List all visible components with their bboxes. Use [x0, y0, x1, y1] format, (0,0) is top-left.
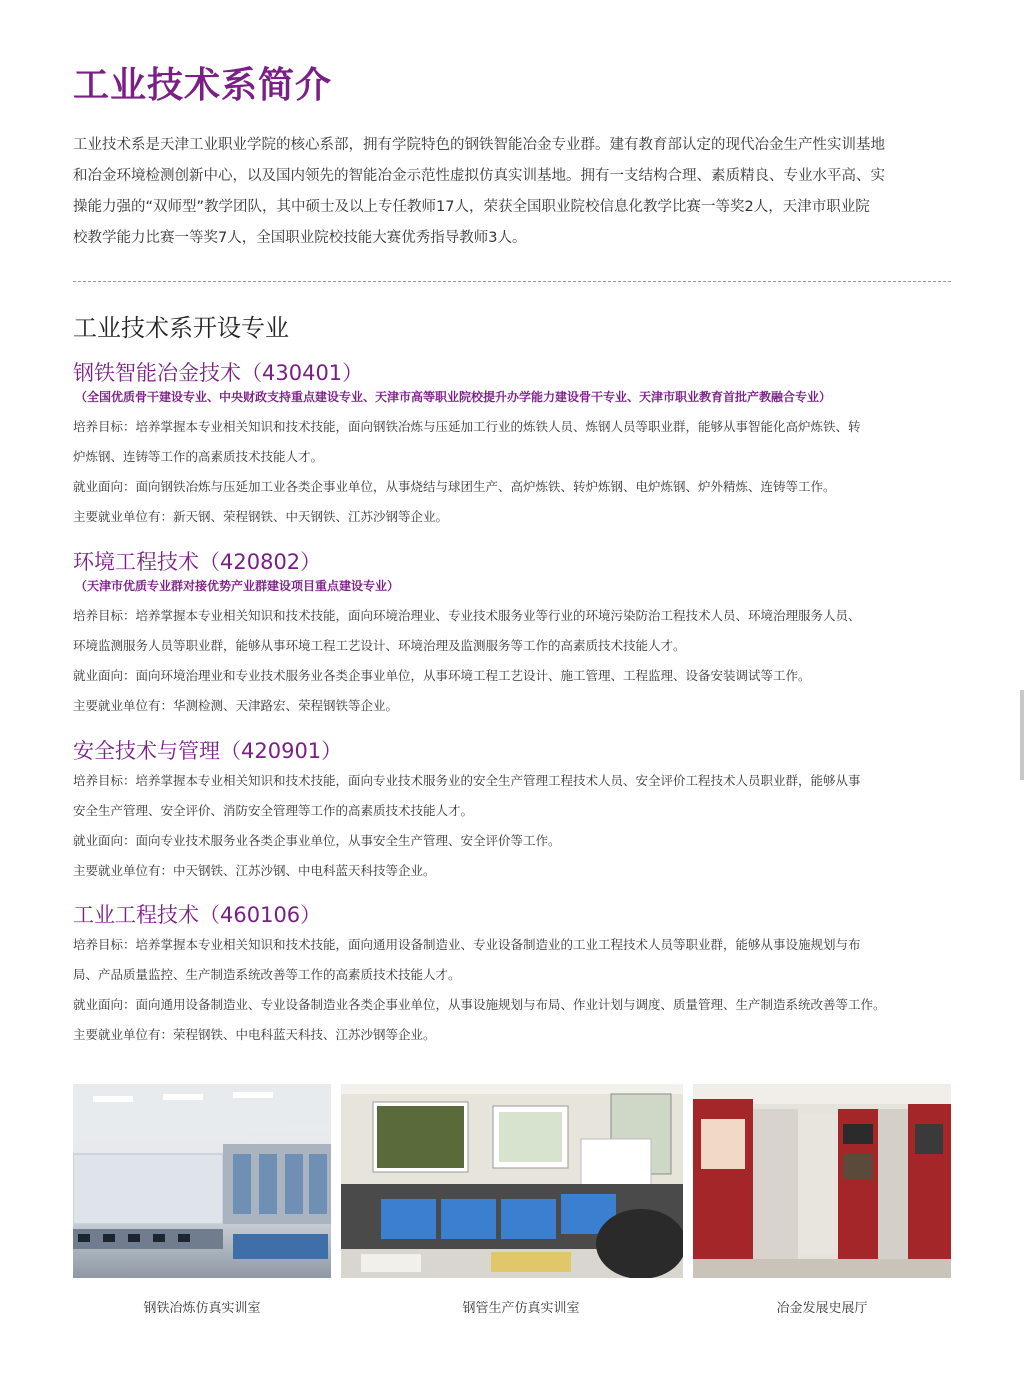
- photo-pipe-production-lab: [341, 1084, 683, 1278]
- major-employers: 主要就业单位有：华测检测、天津路宏、荣程钢铁等企业。: [73, 698, 399, 713]
- major-employment: 就业面向：面向通用设备制造业、专业设备制造业各类企事业单位，从事设施规划与布局、作业计划与调度、质量管理、生产制造系统改善等工作。: [73, 997, 886, 1012]
- major-goal: 培养目标：培养掌握本专业相关知识和技术技能，面向钢铁冶炼与压延加工行业的炼铁人员、炼钢人员等职业群，能够从事智能化高炉炼铁、转: [73, 419, 861, 434]
- photo-caption: 钢管生产仿真实训室: [462, 1301, 580, 1316]
- intro-line: 操能力强的“双师型”教学团队，其中硕士及以上专任教师17人，荣获全国职业院校信息化教学比赛一等奖2人，天津市职业院: [73, 199, 870, 215]
- major-goal: 培养目标：培养掌握本专业相关知识和技术技能，面向专业技术服务业的安全生产管理工程技术人员、安全评价工程技术人员职业群，能够从事: [73, 773, 861, 788]
- photo-metallurgy-history-hall: [693, 1084, 951, 1278]
- dashed-divider: [73, 281, 951, 282]
- major-employment: 就业面向：面向环境治理业和专业技术服务业各类企事业单位，从事环境工程工艺设计、施工管理、工程监理、设备安装调试等工作。: [73, 668, 811, 683]
- page-title: 工业技术系简介: [73, 65, 333, 106]
- major-name: 钢铁智能冶金技术（430401）: [73, 361, 364, 385]
- major-name: 安全技术与管理（420901）: [73, 739, 343, 763]
- page-edge-marker: [1020, 690, 1024, 780]
- major-block: [73, 358, 953, 532]
- major-employers: 主要就业单位有：荣程钢铁、中电科蓝天科技、江苏沙钢等企业。: [73, 1027, 436, 1042]
- exhibition-hall-image: [693, 1084, 951, 1278]
- major-employment: 就业面向：面向专业技术服务业各类企事业单位，从事安全生产管理、安全评价等工作。: [73, 833, 561, 848]
- photo-steel-smelting-lab: [73, 1084, 331, 1278]
- intro-line: 和冶金环境检测创新中心，以及国内领先的智能冶金示范性虚拟仿真实训基地。拥有一支结构合理、素质精良、专业水平高、实: [73, 168, 885, 184]
- major-employers: 主要就业单位有：中天钢铁、江苏沙钢、中电科蓝天科技等企业。: [73, 863, 436, 878]
- major-employment: 就业面向：面向钢铁冶炼与压延加工业各类企事业单位，从事烧结与球团生产、高炉炼铁、转炉炼钢、电炉炼钢、炉外精炼、连铸等工作。: [73, 479, 836, 494]
- photo-caption: 钢铁冶炼仿真实训室: [143, 1301, 261, 1316]
- major-goal-cont: 环境监测服务人员等职业群，能够从事环境工程工艺设计、环境治理及监测服务等工作的高素质技术技能人才。: [73, 638, 686, 653]
- intro-line: 工业技术系是天津工业职业学院的核心系部，拥有学院特色的钢铁智能冶金专业群。建有教育部认定的现代冶金生产性实训基地: [73, 137, 885, 153]
- computer-lab-image: [341, 1084, 683, 1278]
- photo-caption: 冶金发展史展厅: [776, 1301, 868, 1316]
- intro-paragraph: [73, 130, 953, 254]
- section-title: 工业技术系开设专业: [73, 314, 289, 342]
- major-name: 工业工程技术（460106）: [73, 903, 322, 927]
- major-goal: 培养目标：培养掌握本专业相关知识和技术技能，面向通用设备制造业、专业设备制造业的工业工程技术人员等职业群，能够从事设施规划与布: [73, 937, 861, 952]
- major-block: [73, 547, 953, 721]
- major-goal-cont: 炉炼钢、连铸等工作的高素质技术技能人才。: [73, 449, 324, 464]
- major-goal-cont: 安全生产管理、安全评价、消防安全管理等工作的高素质技术技能人才。: [73, 803, 474, 818]
- intro-line: 校教学能力比赛一等奖7人，全国职业院校技能大赛优秀指导教师3人。: [73, 230, 527, 246]
- major-goal: 培养目标：培养掌握本专业相关知识和技术技能，面向环境治理业、专业技术服务业等行业的环境污染防治工程技术人员、环境治理服务人员、: [73, 608, 861, 623]
- major-block: [73, 900, 953, 1050]
- major-note: （天津市优质专业群对接优势产业群建设项目重点建设专业）: [75, 579, 400, 593]
- major-note: （全国优质骨干建设专业、中央财政支持重点建设专业、天津市高等职业院校提升办学能力建设骨干专业、天津市职业教育首批产教融合专业）: [75, 390, 832, 404]
- major-name: 环境工程技术（420802）: [73, 550, 322, 574]
- lab-room-image: [73, 1084, 331, 1278]
- major-block: [73, 736, 953, 886]
- major-employers: 主要就业单位有：新天钢、荣程钢铁、中天钢铁、江苏沙钢等企业。: [73, 509, 449, 524]
- major-goal-cont: 局、产品质量监控、生产制造系统改善等工作的高素质技术技能人才。: [73, 967, 461, 982]
